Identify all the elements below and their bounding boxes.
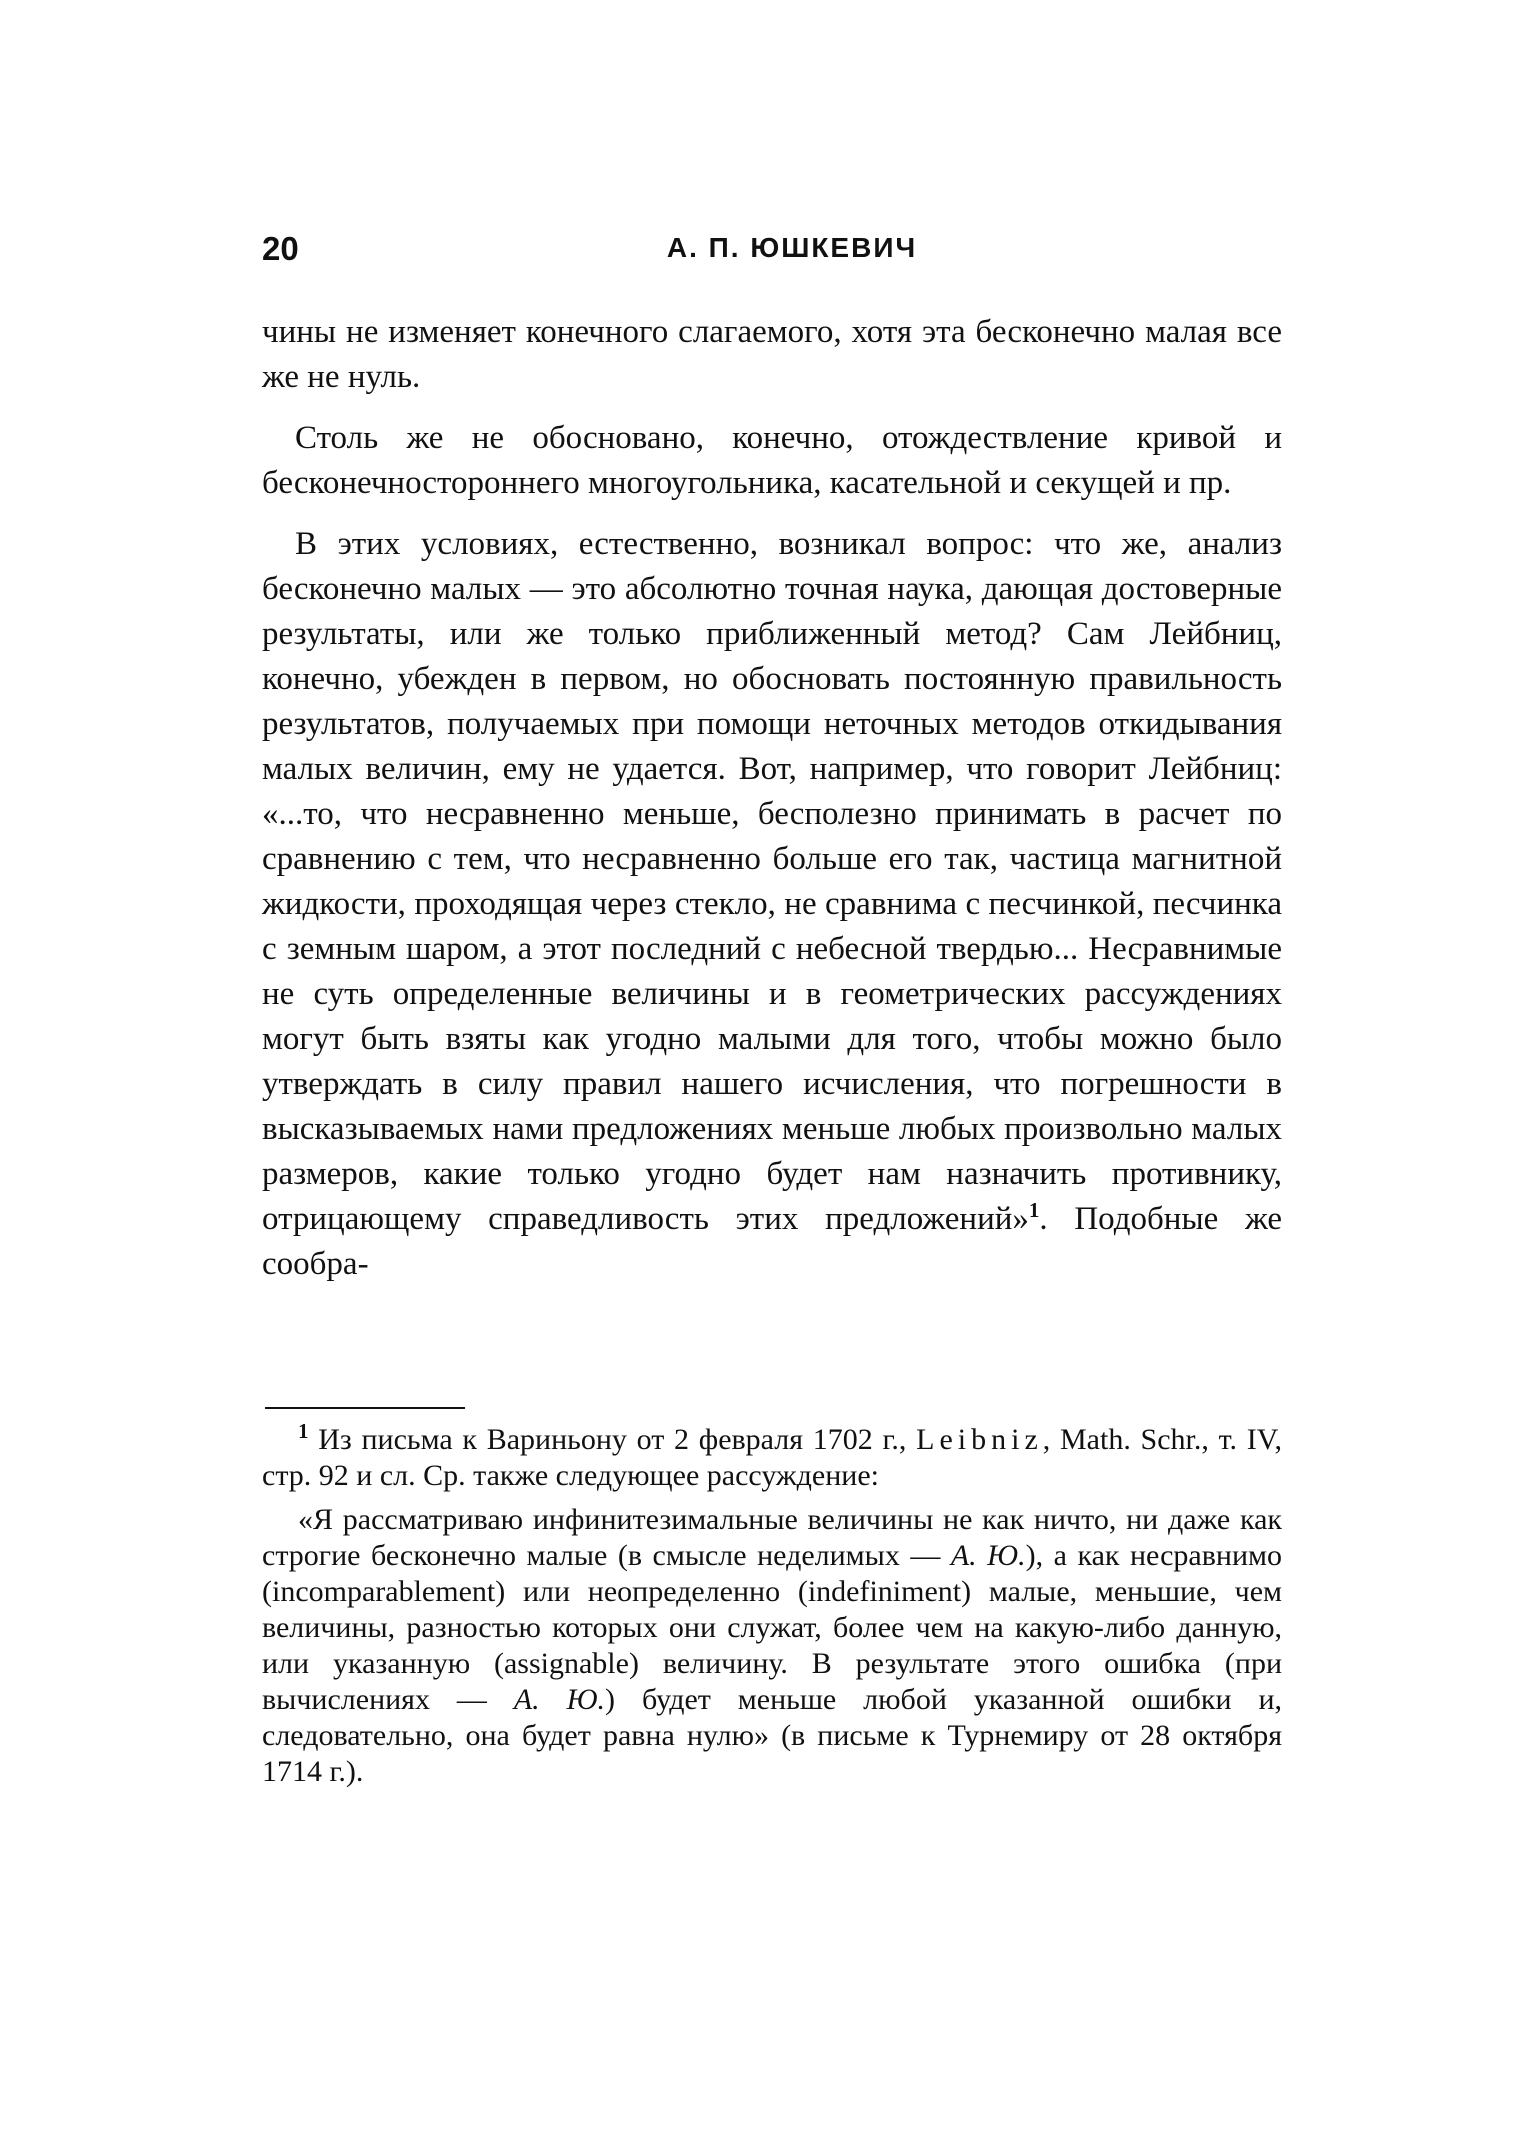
paragraph-3: [262, 522, 1282, 1287]
main-text: [262, 310, 1282, 1303]
footnote-quote: [262, 1502, 1282, 1790]
footnote-quote-b: ), а как несравнимо (incomparablement) или неопределенно (indefiniment) малые, меньшие, чем величины, разностью которых они служат, более чем на какую-либо данную, или указанную (assignable) величину. В результате этого ошибка (при вычислениях —: [262, 1539, 1283, 1716]
footnote-quote-c: ) будет меньше любой указанной ошибки и, следовательно, она будет равна нулю» (в письме к Турнемиру от 28 октября 1714 г.).: [262, 1683, 1283, 1788]
page-header: [262, 232, 1282, 282]
footnote-reference[interactable]: 1: [1028, 1198, 1040, 1222]
footnotes: [262, 1419, 1283, 1798]
footnote-divider: [265, 1407, 465, 1409]
paragraph-3-tail: . Подобные же сообра-: [262, 1201, 1283, 1282]
footnote-text-a: Из письма к Вариньону от 2 февраля 1702 г.,: [308, 1423, 917, 1456]
paragraph-2: Столь же не обосновано, конечно, отождествление кривой и бесконечностороннего многоугольника, касательной и секущей и пр.: [262, 420, 1282, 501]
footnote-quote-a: «Я рассматриваю инфинитезимальные величины не как ничто, ни даже как строгие бесконечно малые (в смысле неделимых —: [262, 1503, 1282, 1572]
footnote-initials-2: А. Ю.: [513, 1683, 606, 1716]
footnote-initials-1: А. Ю.: [950, 1539, 1026, 1572]
footnote-text-b: , Math. Schr., т. IV, стр. 92 и сл. Ср. также следующее рассуждение:: [262, 1423, 1282, 1492]
page-number: 20: [262, 230, 299, 267]
footnote-author: Leibniz: [916, 1423, 1043, 1456]
footnote-1: [262, 1419, 1282, 1494]
running-head: А. П. ЮШКЕВИЧ: [666, 232, 918, 263]
footnote-marker: 1: [298, 1419, 309, 1443]
paragraph-3-text: В этих условиях, естественно, возникал вопрос: что же, анализ бесконечно малых — это абсолютно точная наука, дающая достоверные результаты, или же только приближенный метод? Сам Лейбниц, конечно, убежден в первом, но обосновать постоянную правильность результатов, получаемых при помощи неточных методов откидывания малых величин, ему не удается. Вот, например, что говорит Лейбниц: «...то, что несравненно меньше, бесполезно принимать в расчет по сравнению с тем, что несравненно больше его так, частица магнитной жидкости, проходящая через стекло, не сравнима с песчинкой, песчинка с земным шаром, а этот последний с небесной твердью... Несравнимые не суть определенные величины и в геометрических рассуждениях могут быть взяты как угодно малыми для того, чтобы можно было утверждать в силу правил нашего исчисления, что погрешности в высказываемых нами предложениях меньше любых произвольно малых размеров, какие только угодно будет нам назначить противнику, отрицающему справедливость этих предложений»: [262, 526, 1282, 1237]
paragraph-1: чины не изменяет конечного слагаемого, хотя эта бесконечно малая все же не нуль.: [262, 314, 1282, 395]
